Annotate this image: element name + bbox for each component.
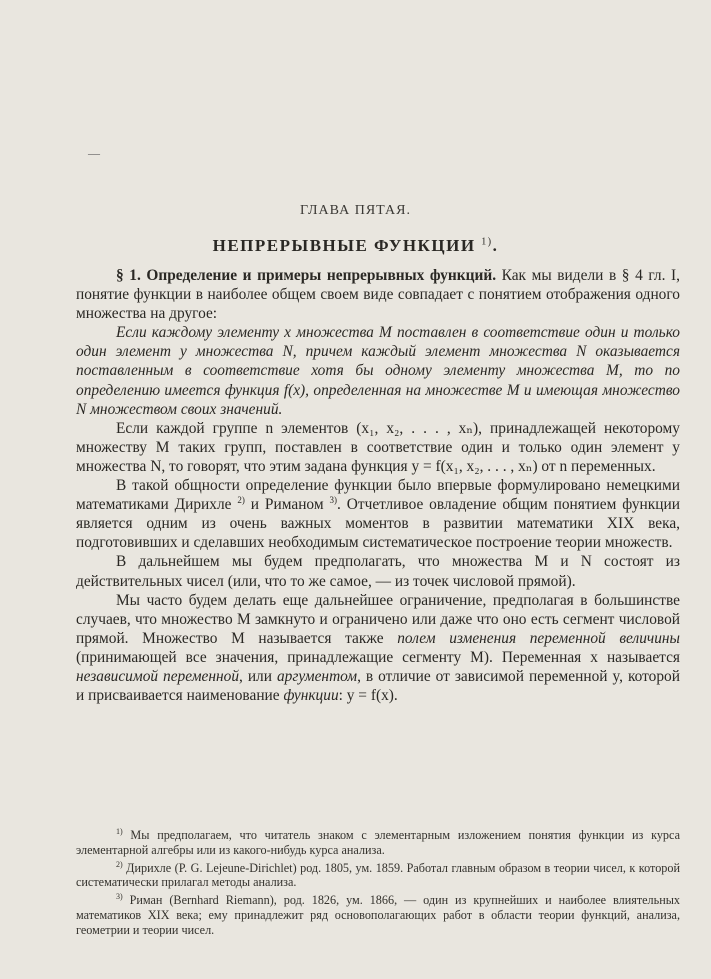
paragraph-4-part-a: В такой общности определение функции было впервые формулировано немецкими математиками Дирихле: [76, 477, 680, 514]
chapter-title-end: .: [492, 236, 499, 255]
paragraph-4-part-b: и Риманом: [244, 496, 324, 514]
footnotes: [76, 828, 680, 941]
paragraph-4-part-c: . Отчетливое овладение общим понятием функции является одним из очень важных моментов в развитии математики XIX века, подготовивших и сделавших необходимым систематическое построение теории множеств.: [76, 496, 680, 552]
paragraph-1: [76, 266, 680, 323]
term-field-of-variation: полем изменения переменной величины: [397, 629, 680, 647]
footnote-2: [76, 861, 680, 891]
footnote-3-text: Риман (Bernhard Riemann), род. 1826, ум. 1866, — один из крупнейших и наиболее влиятельных математиков XIX века; ему принадлежит ряд основополагающих работ в области теории функций, анализа, геометрии и теории чисел.: [76, 893, 680, 937]
title-footnote-ref[interactable]: 1): [481, 236, 493, 248]
paragraph-1-text: Как мы видели в § 4 гл. I, понятие функции в наиболее общем своем виде совпадает с понятием отображения одного множества на другое:: [76, 267, 680, 323]
paragraph-6-part-d: , в отличие от зависимой переменной y, которой и присваивается наименование: [76, 667, 680, 705]
paragraph-6-part-e: : y = f(x).: [338, 687, 398, 705]
footnote-1-mark: 1): [116, 826, 123, 836]
paragraph-6-part-b: (принимающей все значения, принадлежащие сегменту M). Переменная x называется: [76, 648, 680, 666]
definition-text: Если каждому элементу x множества M поставлен в соответствие один и только один элемент y множества N, причем каждый элемент множества N оказывается поставленным в соответствие хотя бы одному элементу множества M, то по определению имеется функция f(x), определенная на множестве M и имеющая множество N множеством своих значений.: [76, 324, 680, 418]
footnote-2-mark: 2): [116, 859, 123, 869]
footnote-1-text: Мы предполагаем, что читатель знаком с элементарным изложением понятия функции из курса элементарной алгебры или из какого-нибудь курса анализа.: [76, 828, 680, 857]
footnote-3: [76, 893, 680, 937]
footnote-ref-3[interactable]: 3): [329, 495, 337, 505]
chapter-title: [0, 236, 711, 256]
paragraph-6: [76, 591, 680, 706]
paragraph-4: [76, 476, 680, 552]
margin-mark: —: [88, 146, 100, 160]
footnote-2-text: Дирихле (P. G. Lejeune-Dirichlet) род. 1805, ум. 1859. Работал главным образом в теории чисел, к которой систематически прилагал методы анализа.: [76, 860, 680, 890]
footnote-1: [76, 828, 680, 858]
section-heading: § 1. Определение и примеры непрерывных функций.: [116, 267, 497, 284]
footnote-3-mark: 3): [116, 892, 123, 902]
footnote-ref-2[interactable]: 2): [237, 495, 245, 505]
term-independent-variable: независимой переменной: [76, 667, 240, 685]
chapter-title-text: НЕПРЕРЫВНЫЕ ФУНКЦИИ: [212, 236, 476, 255]
paragraph-2-definition: [76, 323, 680, 418]
paragraph-3: Если каждой группе n элементов (x₁, x₂, . . . , xₙ), принадлежащей некоторому множеству M таких групп, поставлен в соответствие один и только один элемент y множества N, то говорят, что этим задана функция y = f(x₁, x₂, . . . , xₙ) от n переменных.: [76, 419, 680, 475]
chapter-heading: ГЛАВА ПЯТАЯ.: [300, 203, 411, 218]
term-function: функции: [283, 687, 339, 705]
main-text: [76, 266, 680, 705]
paragraph-6-part-a: Мы часто будем делать еще дальнейшее ограничение, предполагая в большинстве случаев, что множество M замкнуто и ограничено или даже что оно есть сегмент числовой прямой. Множество M называется также: [76, 591, 680, 647]
paragraph-6-part-c: , или: [239, 667, 277, 685]
paragraph-5: В дальнейшем мы будем предполагать, что множества M и N состоят из действительных чисел (или, что то же самое, — из точек числовой прямой).: [76, 553, 680, 590]
term-argument: аргументом: [276, 667, 358, 685]
